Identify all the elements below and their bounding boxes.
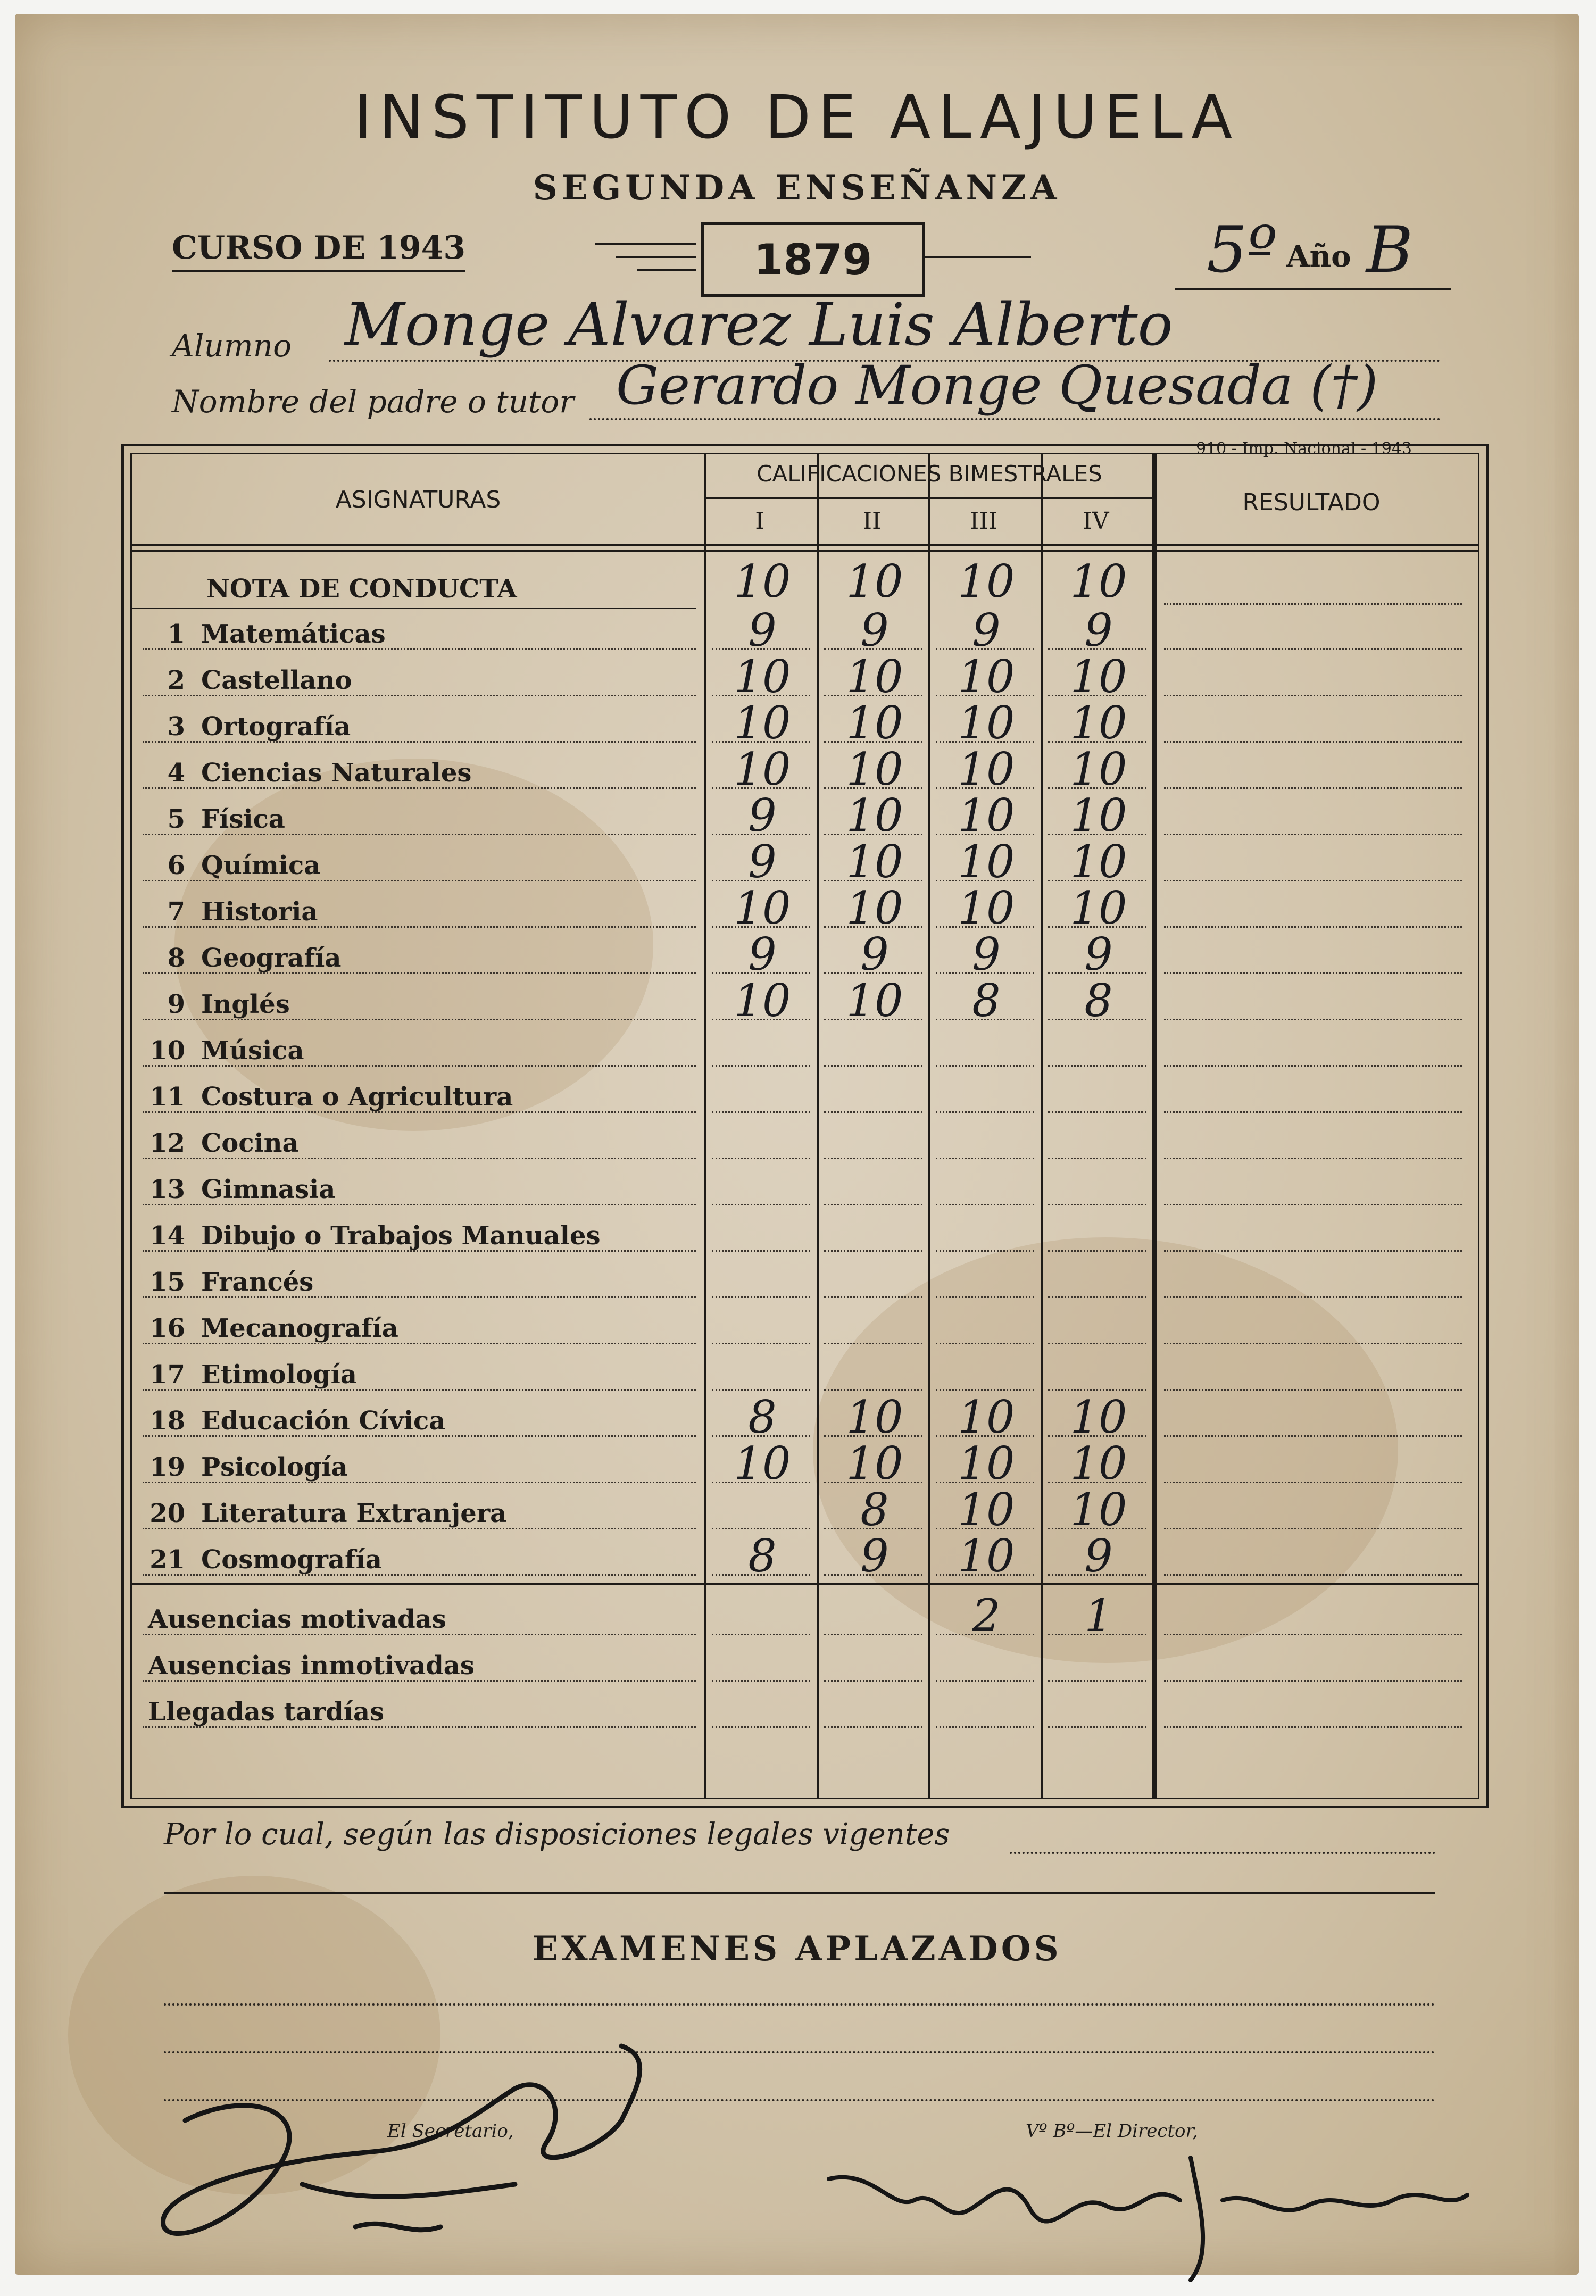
subject-grade: 10	[1070, 743, 1127, 795]
attendance-label: Ausencias inmotivadas	[148, 1651, 475, 1681]
subject-row-line	[143, 741, 696, 743]
subject-name: Geografía	[201, 943, 342, 973]
subject-number: 16	[149, 1313, 185, 1343]
grade-cell-line	[1048, 1250, 1146, 1252]
grade-cell-line	[1048, 834, 1146, 835]
result-line	[1164, 603, 1462, 605]
header-bottom-line	[132, 550, 1478, 552]
subject-row-line	[143, 1528, 696, 1529]
subject-grade: 10	[846, 651, 903, 703]
subject-row-line	[143, 926, 696, 928]
grade-cell-line	[712, 1389, 810, 1391]
header-bottom-line	[132, 544, 1478, 546]
grade-cell-line	[712, 1111, 810, 1113]
grade-cell-line	[1048, 1528, 1146, 1529]
subject-row-line	[143, 880, 696, 881]
subject-grade: 8	[860, 1484, 889, 1536]
grade-cell-line	[824, 1389, 922, 1391]
subject-number: 18	[149, 1406, 185, 1436]
grade-cell-line	[1048, 1435, 1146, 1437]
subject-grade: 9	[748, 604, 777, 656]
grade-cell-line	[1048, 1574, 1146, 1576]
grade-cell-line	[1048, 1204, 1146, 1205]
subject-row-line	[143, 1250, 696, 1252]
grade-cell-line	[824, 880, 922, 881]
conduct-grade: 10	[846, 555, 903, 608]
attendance-cell-line	[1048, 1726, 1146, 1728]
subject-row-line	[143, 1482, 696, 1483]
conduct-grade: 10	[958, 555, 1015, 608]
grade-cell-line	[936, 1204, 1034, 1205]
grade-cell-line	[936, 926, 1034, 928]
grade-cell-line	[1048, 1482, 1146, 1483]
grade-cell-line	[1048, 1019, 1146, 1020]
grade-cell-line	[1048, 972, 1146, 974]
subject-name: Cocina	[201, 1128, 299, 1158]
subject-grade: 10	[1070, 1484, 1127, 1536]
statement-underline	[164, 1892, 1435, 1894]
result-line	[1164, 1482, 1462, 1483]
subject-grade: 10	[958, 697, 1015, 749]
subject-grade: 10	[958, 1530, 1015, 1582]
parent-name: Gerardo Monge Quesada (†)	[616, 354, 1378, 417]
decor-line	[925, 256, 1031, 258]
subject-number: 7	[167, 897, 185, 927]
subject-row-line	[143, 695, 696, 696]
grade-cell-line	[936, 1435, 1034, 1437]
grade-cell-line	[1048, 787, 1146, 789]
attendance-cell-line	[936, 1726, 1034, 1728]
subject-grade: 10	[958, 1484, 1015, 1536]
year-number: 5º	[1207, 213, 1277, 287]
grade-cell-line	[936, 1343, 1034, 1344]
subject-grade: 10	[846, 789, 903, 842]
subject-grade: 10	[1070, 882, 1127, 934]
subject-name: Francés	[201, 1267, 314, 1297]
secretary-signature	[143, 2025, 701, 2280]
subject-name: Dibujo o Trabajos Manuales	[201, 1221, 601, 1251]
subject-grade: 10	[846, 1437, 903, 1490]
subject-grade: 10	[958, 1391, 1015, 1443]
grade-cell-line	[1048, 926, 1146, 928]
course-year: CURSO DE 1943	[172, 229, 466, 272]
conduct-underline	[132, 608, 696, 609]
subject-grade: 9	[748, 928, 777, 980]
grade-cell-line	[936, 1574, 1034, 1576]
subject-grade: 10	[846, 743, 903, 795]
subject-grade: 9	[860, 928, 889, 980]
grade-cell-line	[712, 1065, 810, 1067]
subject-row-line	[143, 1574, 696, 1576]
subject-name: Música	[201, 1036, 304, 1066]
grade-cell-line	[824, 1065, 922, 1067]
grade-cell-line	[712, 926, 810, 928]
subject-grade: 10	[846, 697, 903, 749]
grade-cell-line	[824, 1019, 922, 1020]
subject-grade: 9	[860, 604, 889, 656]
attendance-cell-line	[824, 1634, 922, 1635]
subject-grade: 10	[734, 975, 791, 1027]
result-line	[1164, 926, 1462, 928]
period-IV: IV	[1083, 508, 1109, 535]
subject-grade: 10	[734, 651, 791, 703]
result-line	[1164, 1574, 1462, 1576]
result-line	[1164, 834, 1462, 835]
subject-number: 6	[167, 851, 185, 880]
attendance-cell-line	[824, 1726, 922, 1728]
grade-cell-line	[936, 1019, 1034, 1020]
subject-grade: 8	[1084, 975, 1113, 1027]
grade-cell-line	[1048, 648, 1146, 650]
result-line	[1164, 1158, 1462, 1159]
subject-row-line	[143, 1204, 696, 1205]
result-line	[1164, 695, 1462, 696]
subject-name: Mecanografía	[201, 1313, 398, 1343]
subject-row-line	[143, 1019, 696, 1020]
subject-grade: 10	[1070, 651, 1127, 703]
subject-row-line	[143, 1065, 696, 1067]
attendance-value: 1	[1084, 1590, 1113, 1642]
subject-name: Inglés	[201, 989, 290, 1019]
parent-label: Nombre del padre o tutor	[172, 384, 575, 420]
grades-table-inner	[130, 453, 1479, 1799]
grade-cell-line	[1048, 1158, 1146, 1159]
subject-number: 19	[149, 1452, 185, 1482]
subject-row-line	[143, 1158, 696, 1159]
exam-line	[164, 1982, 1435, 2006]
subject-grade: 10	[734, 1437, 791, 1490]
result-line	[1164, 1204, 1462, 1205]
grades-table	[121, 444, 1489, 1808]
grade-cell-line	[936, 1158, 1034, 1159]
period-III: III	[969, 508, 998, 535]
grade-cell-line	[824, 695, 922, 696]
grade-cell-line	[936, 1482, 1034, 1483]
subject-number: 12	[149, 1128, 185, 1158]
grade-cell-line	[936, 880, 1034, 881]
school-year	[1175, 213, 1451, 290]
subject-grade: 10	[958, 882, 1015, 934]
grade-cell-line	[712, 972, 810, 974]
grade-cell-line	[712, 741, 810, 743]
grade-cell-line	[824, 1296, 922, 1298]
subject-number: 21	[149, 1545, 185, 1575]
result-line	[1164, 787, 1462, 789]
grade-cell-line	[824, 648, 922, 650]
grade-cell-line	[824, 787, 922, 789]
deferred-exams-title: EXAMENES APLAZADOS	[532, 1929, 1062, 1969]
attendance-cell-line	[936, 1680, 1034, 1682]
attendance-cell-line	[712, 1726, 810, 1728]
imprint: 910 - Imp. Nacional - 1943	[1196, 439, 1412, 458]
subject-row-line	[143, 1435, 696, 1437]
year-label: Año	[1286, 239, 1351, 274]
subject-grade: 9	[860, 1530, 889, 1582]
grade-cell-line	[712, 1158, 810, 1159]
grade-cell-line	[824, 741, 922, 743]
grade-cell-line	[824, 1158, 922, 1159]
attendance-cell-line	[1048, 1680, 1146, 1682]
grade-cell-line	[712, 1204, 810, 1205]
subject-grade: 10	[958, 651, 1015, 703]
subject-name: Educación Cívica	[201, 1406, 446, 1436]
subject-grade: 10	[958, 1437, 1015, 1490]
attendance-cell-line	[936, 1634, 1034, 1635]
conduct-grade: 10	[734, 555, 791, 608]
subject-number: 13	[149, 1175, 185, 1204]
subject-grade: 10	[846, 836, 903, 888]
subject-number: 4	[167, 758, 185, 788]
legal-statement: Por lo cual, según las disposiciones legales vigentes	[164, 1817, 950, 1852]
grade-cell-line	[936, 741, 1034, 743]
subject-number: 2	[167, 665, 185, 695]
grade-cell-line	[712, 1343, 810, 1344]
subject-grade: 10	[846, 1391, 903, 1443]
subject-grade: 9	[1084, 1530, 1113, 1582]
subjects-header: ASIGNATURAS	[335, 486, 501, 513]
grade-cell-line	[824, 1250, 922, 1252]
subject-grade: 9	[972, 928, 1001, 980]
result-line	[1164, 1019, 1462, 1020]
decor-line	[637, 269, 696, 271]
result-line	[1164, 1296, 1462, 1298]
subject-row-line	[143, 648, 696, 650]
grade-cell-line	[936, 1528, 1034, 1529]
subject-grade: 10	[958, 743, 1015, 795]
grade-cell-line	[824, 1343, 922, 1344]
attendance-label: Llegadas tardías	[148, 1697, 385, 1727]
institution-title: INSTITUTO DE ALAJUELA	[354, 83, 1240, 152]
subject-row-line	[143, 1389, 696, 1391]
subject-row-line	[143, 1343, 696, 1344]
grade-cell-line	[1048, 1343, 1146, 1344]
grade-cell-line	[936, 648, 1034, 650]
statement-line	[1010, 1825, 1435, 1854]
subject-name: Etimología	[201, 1360, 357, 1390]
result-line	[1164, 1680, 1462, 1682]
result-line	[1164, 648, 1462, 650]
subject-grade: 10	[1070, 789, 1127, 842]
subject-grade: 10	[1070, 836, 1127, 888]
subject-row-line	[143, 1111, 696, 1113]
subject-number: 8	[167, 943, 185, 973]
grade-cell-line	[1048, 1296, 1146, 1298]
grade-cell-line	[712, 695, 810, 696]
subject-row-line	[143, 834, 696, 835]
secretary-label: El Secretario,	[387, 2120, 514, 2142]
subject-number: 11	[149, 1082, 185, 1112]
subject-grade: 10	[1070, 1391, 1127, 1443]
grade-cell-line	[824, 834, 922, 835]
grade-cell-line	[712, 1482, 810, 1483]
grade-cell-line	[712, 1435, 810, 1437]
subject-number: 1	[167, 619, 185, 649]
subject-number: 20	[149, 1499, 185, 1528]
subject-name: Castellano	[201, 665, 352, 695]
result-line	[1164, 1343, 1462, 1344]
grades-header: CALIFICACIONES BIMESTRALES	[757, 461, 1102, 487]
director-signature	[808, 2136, 1499, 2296]
grade-cell-line	[712, 648, 810, 650]
grade-cell-line	[936, 1111, 1034, 1113]
grade-cell-line	[1048, 1111, 1146, 1113]
grade-cell-line	[824, 1574, 922, 1576]
attendance-row-line	[143, 1726, 696, 1728]
grade-cell-line	[712, 1019, 810, 1020]
subject-grade: 10	[958, 836, 1015, 888]
subject-name: Ciencias Naturales	[201, 758, 472, 788]
subject-name: Historia	[201, 897, 318, 927]
subject-grade: 10	[958, 789, 1015, 842]
grade-cell-line	[712, 1250, 810, 1252]
attendance-value: 2	[972, 1590, 1001, 1642]
subject-number: 5	[167, 804, 185, 834]
subject-grade: 10	[734, 697, 791, 749]
period-II: II	[862, 508, 882, 535]
result-line	[1164, 1435, 1462, 1437]
subject-grade: 10	[1070, 1437, 1127, 1490]
attendance-row-line	[143, 1680, 696, 1682]
attendance-cell-line	[712, 1634, 810, 1635]
grade-cell-line	[936, 1389, 1034, 1391]
subject-grade: 9	[748, 789, 777, 842]
grade-cell-line	[936, 787, 1034, 789]
subject-grade: 10	[734, 882, 791, 934]
subject-row-line	[143, 787, 696, 789]
subject-number: 3	[167, 712, 185, 742]
subject-grade: 10	[1070, 697, 1127, 749]
attendance-row-line	[143, 1634, 696, 1635]
subject-name: Psicología	[201, 1452, 348, 1482]
result-header: RESULTADO	[1242, 489, 1381, 516]
grade-cell-line	[824, 1528, 922, 1529]
subject-grade: 9	[748, 836, 777, 888]
grade-cell-line	[824, 1435, 922, 1437]
decor-line	[595, 243, 696, 245]
result-line	[1164, 741, 1462, 743]
header-divider	[706, 497, 1152, 499]
report-card-paper	[15, 14, 1579, 2275]
subject-number: 10	[149, 1036, 185, 1066]
grade-cell-line	[824, 1482, 922, 1483]
subject-name: Literatura Extranjera	[201, 1499, 507, 1528]
director-label: Vº Bº—El Director,	[1026, 2120, 1198, 2142]
subject-grade: 10	[846, 882, 903, 934]
result-line	[1164, 1111, 1462, 1113]
grade-cell-line	[824, 926, 922, 928]
attendance-cell-line	[712, 1680, 810, 1682]
founded-year-box: 1879	[701, 222, 925, 297]
grade-cell-line	[1048, 695, 1146, 696]
subject-grade: 8	[972, 975, 1001, 1027]
grade-cell-line	[824, 1111, 922, 1113]
attendance-cell-line	[1048, 1634, 1146, 1635]
subject-name: Cosmografía	[201, 1545, 382, 1575]
period-I: I	[755, 508, 764, 535]
grade-cell-line	[936, 695, 1034, 696]
subject-number: 17	[149, 1360, 185, 1390]
subject-grade: 10	[734, 743, 791, 795]
grade-cell-line	[712, 1296, 810, 1298]
attendance-separator	[132, 1583, 1478, 1585]
subject-row-line	[143, 1296, 696, 1298]
subject-row-line	[143, 972, 696, 974]
year-section: B	[1366, 213, 1414, 287]
subject-grade: 9	[1084, 604, 1113, 656]
grade-cell-line	[1048, 1065, 1146, 1067]
result-line	[1164, 1528, 1462, 1529]
grade-cell-line	[936, 972, 1034, 974]
subject-grade: 10	[846, 975, 903, 1027]
subject-number: 9	[167, 989, 185, 1019]
student-name: Monge Alvarez Luis Alberto	[345, 290, 1173, 359]
grade-cell-line	[936, 1296, 1034, 1298]
subject-grade: 9	[1084, 928, 1113, 980]
subject-name: Costura o Agricultura	[201, 1082, 513, 1112]
subject-name: Matemáticas	[201, 619, 386, 649]
grade-cell-line	[1048, 880, 1146, 881]
result-line	[1164, 1726, 1462, 1728]
attendance-cell-line	[824, 1680, 922, 1682]
subject-grade: 8	[748, 1391, 777, 1443]
grade-cell-line	[824, 972, 922, 974]
grade-cell-line	[936, 834, 1034, 835]
grade-cell-line	[1048, 1389, 1146, 1391]
conduct-grade: 10	[1070, 555, 1127, 608]
grade-cell-line	[712, 787, 810, 789]
result-line	[1164, 1065, 1462, 1067]
subject-number: 14	[149, 1221, 185, 1251]
result-line	[1164, 1634, 1462, 1635]
subject-number: 15	[149, 1267, 185, 1297]
subject-grade: 9	[972, 604, 1001, 656]
decor-line	[616, 256, 696, 258]
attendance-label: Ausencias motivadas	[148, 1604, 446, 1634]
grade-cell-line	[712, 880, 810, 881]
grade-cell-line	[824, 1204, 922, 1205]
conduct-label: NOTA DE CONDUCTA	[206, 574, 517, 604]
result-line	[1164, 972, 1462, 974]
result-line	[1164, 880, 1462, 881]
grade-cell-line	[1048, 741, 1146, 743]
grade-cell-line	[712, 1574, 810, 1576]
subject-grade: 8	[748, 1530, 777, 1582]
grade-cell-line	[712, 1528, 810, 1529]
subject-name: Química	[201, 851, 321, 880]
subject-name: Física	[201, 804, 285, 834]
grade-cell-line	[936, 1065, 1034, 1067]
grade-cell-line	[936, 1250, 1034, 1252]
result-line	[1164, 1250, 1462, 1252]
grade-cell-line	[712, 834, 810, 835]
subject-name: Gimnasia	[201, 1175, 336, 1204]
subject-name: Ortografía	[201, 712, 351, 742]
institution-subtitle: SEGUNDA ENSEÑANZA	[533, 168, 1061, 208]
student-label: Alumno	[172, 328, 292, 364]
result-line	[1164, 1389, 1462, 1391]
